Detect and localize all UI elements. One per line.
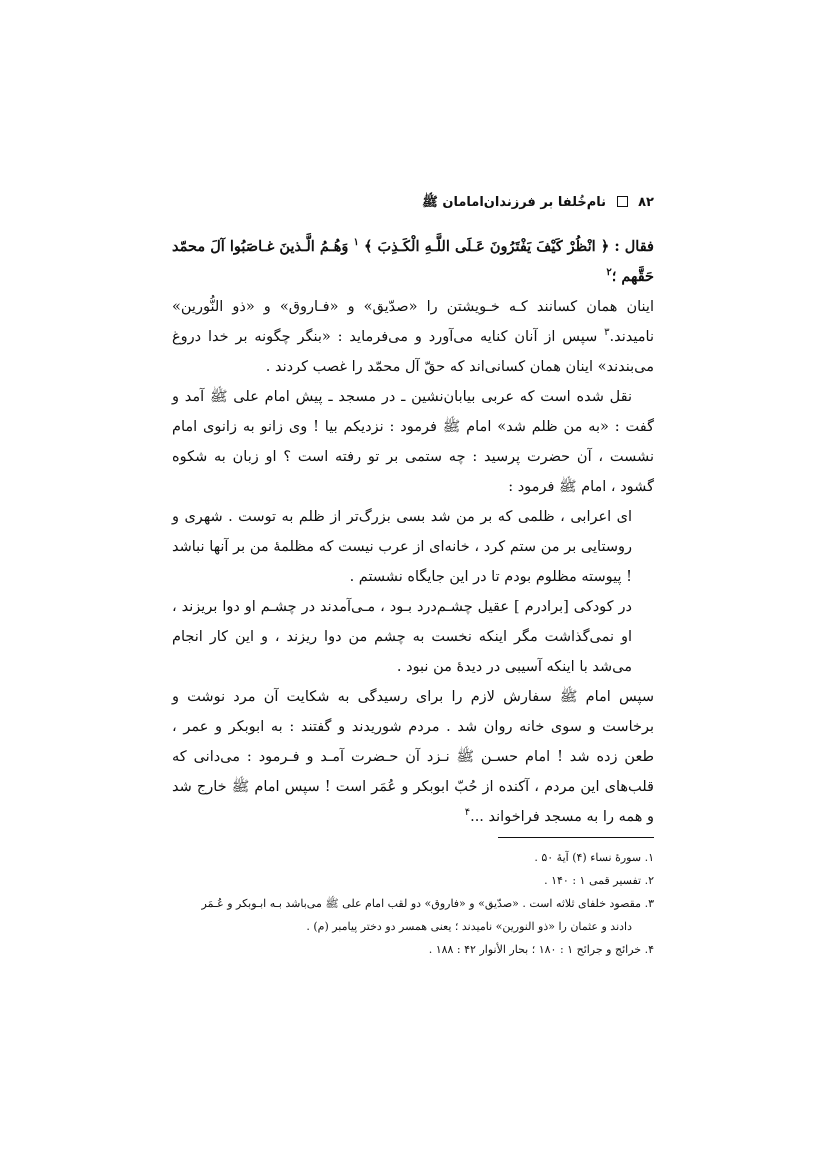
quran-paragraph (172, 232, 654, 292)
footnote-ref-4[interactable]: ۴ (464, 807, 471, 819)
footnote-ref-1[interactable]: ۱ (353, 237, 359, 249)
footnote-4: ۴. خرائج و جرائح ۱ : ۱۸۰ ؛ بحار الأنوار ۴۲ : ۱۸۸ . (428, 943, 654, 956)
main-text (172, 232, 654, 832)
quoted-paragraph-4: ای اعرابی ، ظلمی که بر من شد بسی بزرگ‌تر از ظلم به توست . شهری و روستایی بر من ستم کرد ، خانه‌ای از عرب نیست که مظلمهٔ من بر آنها نباشد ! پیوسته مظلوم بودم تا در این جایگاه نشستم . (172, 509, 632, 585)
footnotes (172, 846, 654, 961)
paragraph-3: نقل شده است که عربی بیابان‌نشین ـ در مسجد ـ پیش امام علی ﷺ آمد و گفت : «به من ظلم شد» امام ﷺ فرمود : نزدیکم بیا ! وی زانو به زانوی امام نشست ، آن حضرت پرسید : چه ستمی بر تو رفته است ؟ او زبان به شکوه گشود ، امام ﷺ فرمود : (172, 389, 654, 495)
running-header (172, 193, 654, 213)
paragraph-2 (172, 292, 654, 382)
quoted-paragraph-5: در کودکی [برادرم ] عقیل چشـم‌درد بـود ، مـی‌آمدند در چشـم او دوا بریزند ، او نمی‌گذاشت مگر اینکه نخست به چشم من دوا ریزند ، و این کار انجام می‌شد با اینکه آسیبی در دیدهٔ من نبود . (172, 599, 632, 675)
footnote-divider (498, 837, 654, 838)
paragraph-6 (172, 682, 654, 832)
paragraph-6-text: سپس امام ﷺ سفارش لازم را برای رسیدگی به شکایت آن مرد نوشت و برخاست و سوی خانه روان شد . مردم شوریدند و گفتند : به ابوبکر و عمر ، طعن زده شد ! امام حسـن ﷺ نـزد آن حـضرت آمـد و فـرمود : می‌دانی که قلب‌های این مردم ، آکنده از حُبّ ابوبکر و عُمَر است ! سپس امام ﷺ خارج شد و همه را به مسجد فراخواند ... (172, 689, 654, 825)
running-title: نام‌خُلفا بر فرزندان‌امامان ﷺ (422, 195, 607, 210)
page-number: ۸۲ (638, 195, 654, 210)
footnote-ref-3[interactable]: ۳ (604, 327, 610, 339)
paragraph-2-text: اینان همان کسانند کـه خـویشتن را «صدّیق» و «فـاروق» و «ذو النُّورین» نامیدند. (172, 299, 654, 345)
footnote-1: ۱. سورهٔ نساء (۴) آیهٔ ۵۰ . (534, 851, 654, 864)
quran-verse: ﴿ انْظُرْ كَيْفَ يَفْتَرُونَ عَـلَى اللَّـهِ الْكَـذِبَ ﴾ (358, 238, 610, 255)
footnote-3: ۳. مقصود خلفای ثلاثه است . «صدّیق» و «فاروق» دو لقب امام علی ﷺ می‌باشد بـه ابـوبکر و عُـمَر (201, 897, 654, 910)
square-ornament-icon (617, 196, 628, 207)
quran-verse-continued: وَهُـمُ الَّـذينَ غـاصَبُوا آلَ محمّد حَقَّهم ؛ (172, 238, 654, 285)
footnote-3-continued: دادند و عثمان را «ذو النورین» نامیدند ؛ یعنی همسر دو دختر پیامبر (م) . (306, 920, 632, 933)
paragraph-2-rest: سپس از آنان کنایه می‌آورد و می‌فرماید : «بنگر چگونه بر خدا دروغ می‌بندند» اینان همان کسانی‌اند که حقّ آل محمّد را غصب کردند . (172, 329, 654, 375)
quote-label: فقال : (614, 238, 654, 255)
footnote-ref-2[interactable]: ۲ (606, 267, 612, 279)
footnote-2: ۲. تفسیر قمی ۱ : ۱۴۰ . (544, 874, 654, 887)
